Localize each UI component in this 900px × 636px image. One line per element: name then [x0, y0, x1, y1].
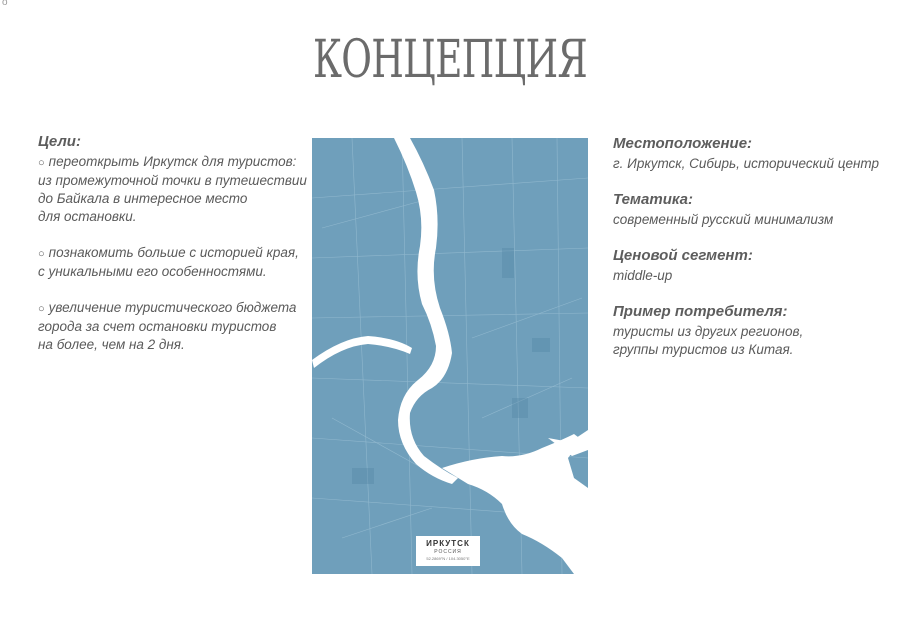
- detail-line: г. Иркутск, Сибирь, исторический центр: [613, 156, 880, 171]
- district-shading: [352, 248, 550, 484]
- goal-item: [38, 244, 308, 281]
- goal-line: ○ познакомить больше с историей края,: [38, 245, 299, 260]
- detail-heading: Местоположение:: [613, 135, 753, 152]
- detail-item: [613, 135, 893, 173]
- map-coordinates: 52.2869°N / 104.3050°E: [426, 556, 470, 561]
- detail-line: middle-up: [613, 268, 673, 283]
- map-city-name: ИРКУТСК: [426, 539, 470, 548]
- goal-item: [38, 299, 308, 354]
- page-title: КОНЦЕПЦИЯ: [312, 30, 588, 90]
- goals-section: [38, 133, 308, 372]
- river-water: [312, 138, 588, 574]
- details-section: [613, 135, 893, 377]
- detail-line: современный русский минимализм: [613, 212, 834, 227]
- corner-mark: o: [2, 0, 8, 8]
- goal-line: для остановки.: [38, 209, 137, 224]
- goals-heading: Цели:: [38, 133, 81, 150]
- detail-item: [613, 303, 893, 359]
- map-city-label: [416, 536, 480, 566]
- goal-line: ○ увеличение туристического бюджета: [38, 300, 297, 315]
- circle-bullet-icon: ○: [38, 248, 45, 260]
- detail-heading: Пример потребителя:: [613, 303, 788, 320]
- circle-bullet-icon: ○: [38, 303, 45, 315]
- detail-heading: Тематика:: [613, 191, 693, 208]
- goal-item: [38, 153, 308, 226]
- goal-line: из промежуточной точки в путешествии: [38, 173, 307, 188]
- irkutsk-map: [312, 138, 588, 574]
- goal-line: на более, чем на 2 дня.: [38, 337, 185, 352]
- detail-line: группы туристов из Китая.: [613, 342, 794, 357]
- map-country-name: РОССИЯ: [434, 549, 462, 555]
- circle-bullet-icon: ○: [38, 157, 45, 169]
- goal-line: с уникальными его особенностями.: [38, 264, 267, 279]
- map-artwork: [312, 138, 588, 574]
- goal-line: города за счет остановки туристов: [38, 319, 277, 334]
- goal-line: ○ переоткрыть Иркутск для туристов:: [38, 154, 297, 169]
- detail-line: туристы из других регионов,: [613, 324, 804, 339]
- goal-line: до Байкала в интересное место: [38, 191, 248, 206]
- detail-item: [613, 191, 893, 229]
- detail-heading: Ценовой сегмент:: [613, 247, 753, 264]
- detail-item: [613, 247, 893, 285]
